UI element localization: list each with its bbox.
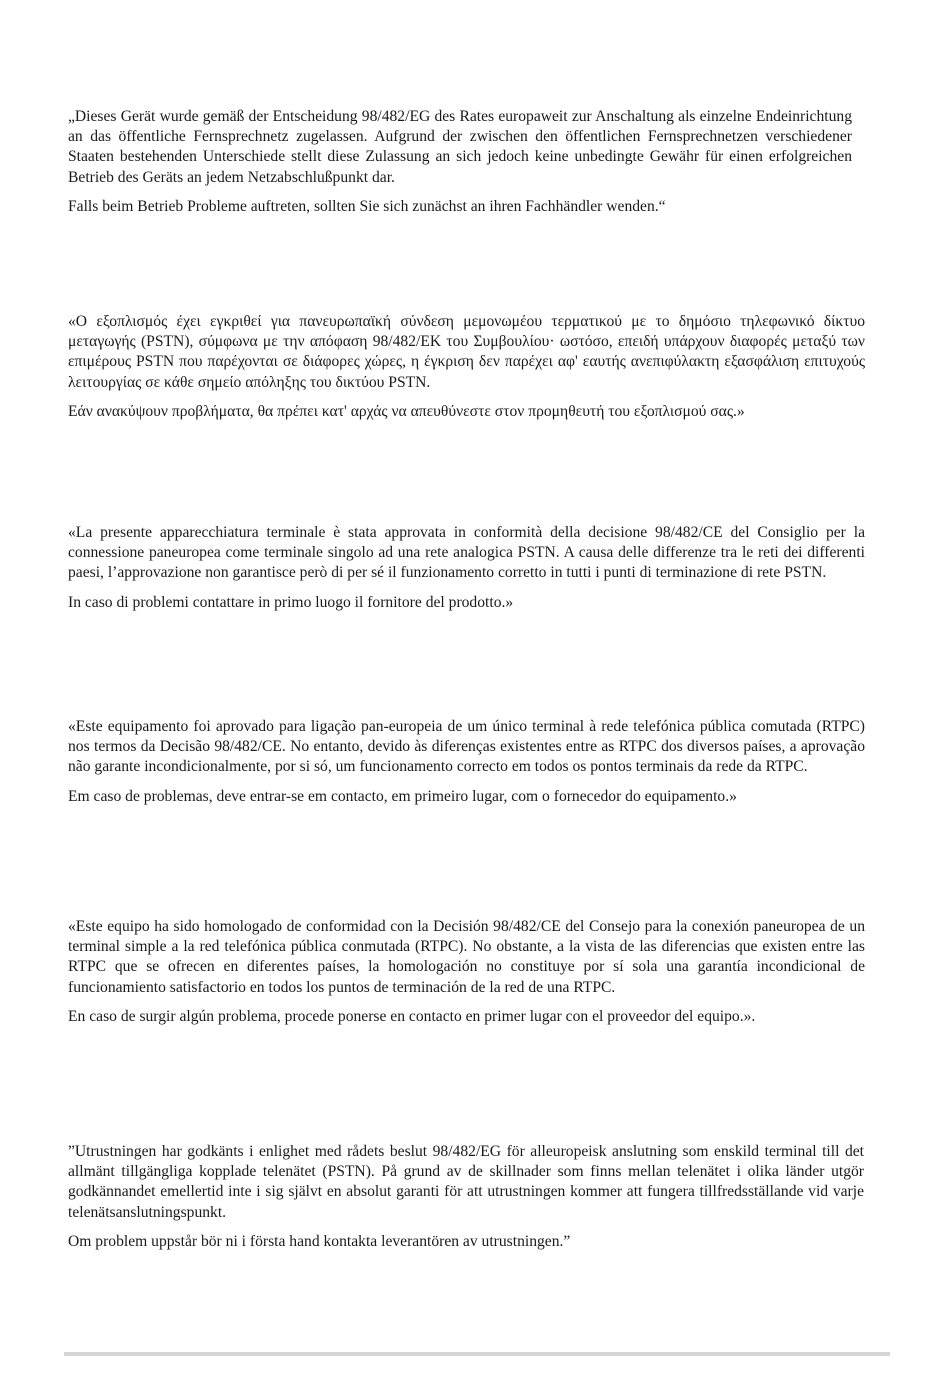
notice-spanish-contact: En caso de surgir algún problema, procede ponerse en contacto en primer lugar con el proveedor del equipo.». bbox=[68, 1007, 756, 1025]
footer-divider bbox=[64, 1352, 890, 1356]
notice-german-body: „Dieses Gerät wurde gemäß der Entscheidung 98/482/EG des Rates europaweit zur Anschaltung als einzelne Endeinrichtung an das öffentliche Fernsprechnetz zugelassen. Aufgrund der zwischen den öffentlichen Fernsprechnetzen verschiedener Staaten bestehenden Unterschiede stellt diese Zulassung an sich jedoch keine unbedingte Gewähr für einen erfolgreichen Betrieb des Geräts an jedem Netzabschlußpunkt dar. bbox=[68, 108, 852, 186]
notice-greek-body: «Ο εξοπλισμός έχει εγκριθεί για πανευρωπαϊκή σύνδεση μεμονωμέου τερματικού με το δημόσιο τηλεφωνικό δίκτυο μεταγωγής (PSTN), σύμφωνα με την απόφαση 98/482/ΕΚ του Συμβουλίου· ωστόσο, επειδή υπάρχουν διαφορές μεταξύ των επιμέρους PSTN που παρέχονται σε διάφορες χώρες, η έγκριση δεν παρέχει αφ' εαυτής ανεπιφύλακτη εξασφάλιση επιτυχούς λειτουργίας σε κάθε σημείο απόληξης του δικτύου PSTN. bbox=[68, 313, 865, 391]
notice-italian-body: «La presente apparecchiatura terminale è stata approvata in conformità della decisione 98/482/CE del Consiglio per la connessione paneuropea come terminale singolo ad una rete analogica PSTN. A causa delle differenze tra le reti dei differenti paesi, l’approvazione non garantisce però di per sé il funzionamento corretto in tutti i punti di terminazione di rete PSTN. bbox=[68, 524, 865, 582]
notice-swedish-contact: Om problem uppstår bör ni i första hand kontakta leverantören av utrustningen.” bbox=[68, 1232, 571, 1250]
notice-swedish-body: ”Utrustningen har godkänts i enlighet med rådets beslut 98/482/EG för alleuropeisk anslutning som enskild terminal till det allmänt tillgängliga kopplade telenätet (PSTN). På grund av de skillnader som finns mellan telenätet i olika länder utgör godkännandet emellertid inte i sig självt en absolut garanti för att utrustningen kommer att fungera tillfredsställande vid varje telenätsanslutningspunkt. bbox=[68, 1143, 864, 1221]
notice-spanish bbox=[68, 917, 865, 1027]
notice-greek-contact: Εάν ανακύψουν προβλήματα, θα πρέπει κατ' αρχάς να απευθύνεστε στον προμηθευτή του εξοπλισμού σας.» bbox=[68, 402, 745, 420]
notice-german-contact: Falls beim Betrieb Probleme auftreten, sollten Sie sich zunächst an ihren Fachhändler wenden.“ bbox=[68, 197, 666, 215]
notice-portuguese bbox=[68, 717, 865, 807]
notice-greek bbox=[68, 312, 865, 422]
notice-portuguese-contact: Em caso de problemas, deve entrar-se em contacto, em primeiro lugar, com o fornecedor do equipamento.» bbox=[68, 787, 737, 805]
notice-portuguese-body: «Este equipamento foi aprovado para ligação pan-europeia de um único terminal à rede telefónica pública comutada (RTPC) nos termos da Decisão 98/482/CE. No entanto, devido às diferenças existentes entre as RTPC dos diversos países, a aprovação não garante incondicionalmente, por si só, um funcionamento correcto em todos os pontos terminais da rede da RTPC. bbox=[68, 718, 865, 776]
notice-swedish bbox=[68, 1142, 864, 1252]
notice-german bbox=[68, 107, 852, 217]
notice-spanish-body: «Este equipo ha sido homologado de conformidad con la Decisión 98/482/CE del Consejo para la conexión paneuropea de un terminal simple a la red telefónica pública conmutada (RTPC). No obstante, a la vista de las diferencias que existen entre las RTPC que se ofrecen en diferentes países, la homologación no constituye por sí sola una garantía incondicional de funcionamiento satisfactorio en todos los puntos de terminación de la red de una RTPC. bbox=[68, 918, 865, 996]
notice-italian bbox=[68, 523, 865, 613]
notice-italian-contact: In caso di problemi contattare in primo luogo il fornitore del prodotto.» bbox=[68, 593, 514, 611]
